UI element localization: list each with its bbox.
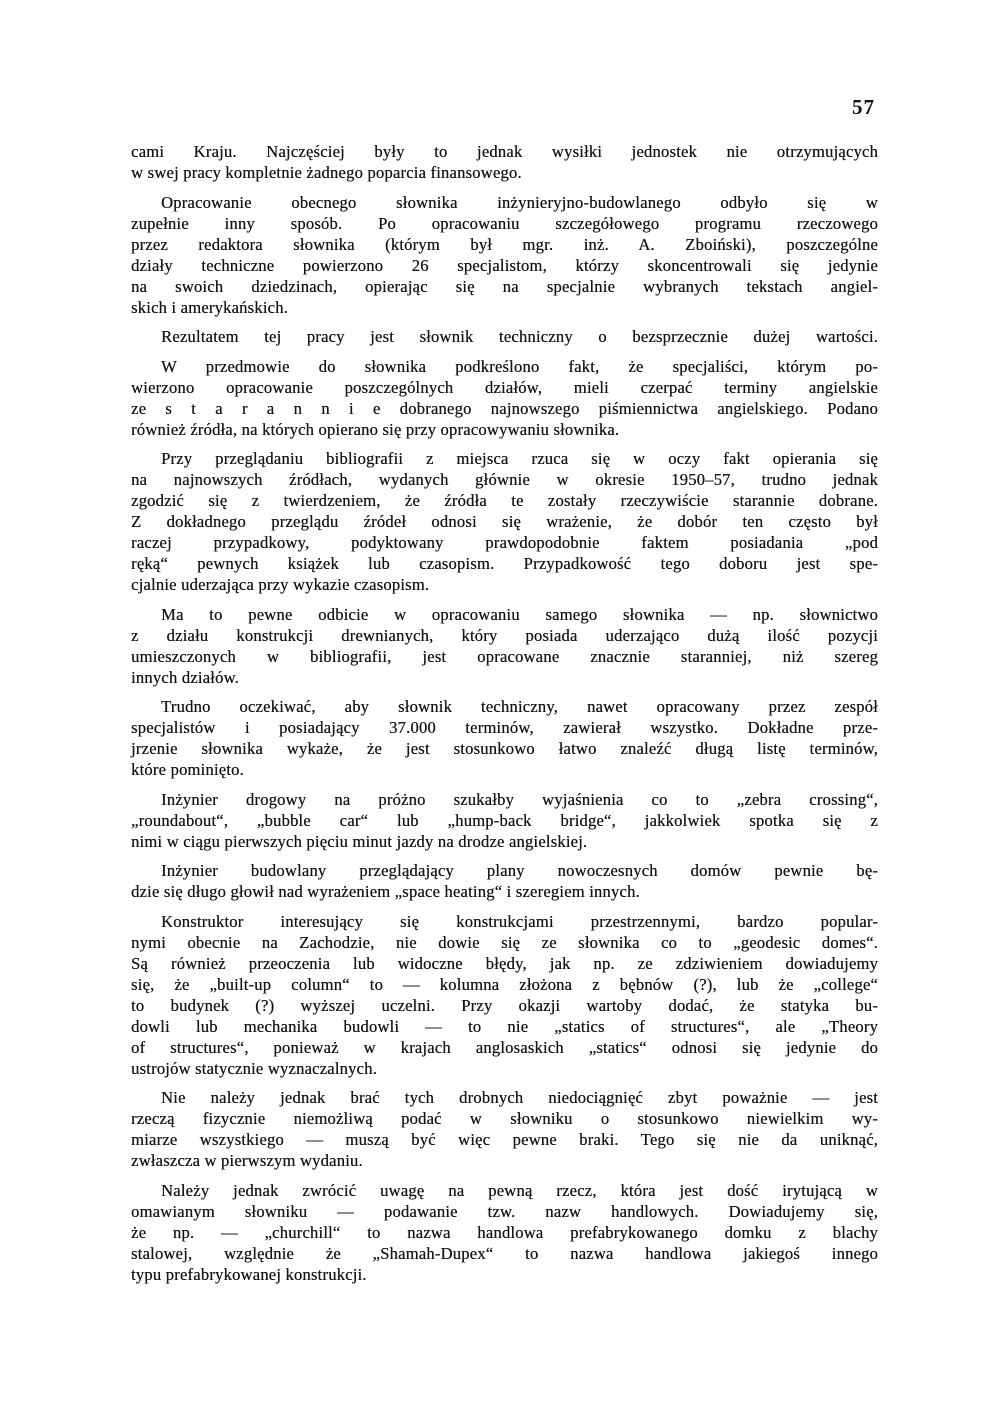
text-line: ze s t a r a n n i e dobranego najnowszego piśmiennictwa angielskiego. Podano bbox=[131, 398, 878, 418]
text-line: przez redaktora słownika (którym był mgr. inż. A. Zboiński), poszczególne bbox=[131, 234, 878, 254]
paragraph bbox=[131, 326, 878, 347]
text-line: dowli lub mechanika budowli — to nie „statics of structures“, ale „Theory bbox=[131, 1016, 878, 1036]
text-line: omawianym słowniku — podawanie tzw. nazw handlowych. Dowiadujemy się, bbox=[131, 1201, 878, 1221]
text-line: zgodzić się z twierdzeniem, że źródła te zostały rzeczywiście starannie dobrane. bbox=[131, 491, 878, 510]
text-line: to budynek (?) wyższej uczelni. Przy okazji wartoby dodać, że statyka bu- bbox=[131, 995, 878, 1015]
text-line: jrzenie słownika wykaże, że jest stosunkowo łatwo znaleźć długą listę terminów, bbox=[131, 739, 878, 758]
text-line: Rezultatem tej pracy jest słownik techniczny o bezsprzecznie dużej wartości. bbox=[161, 327, 878, 346]
text-line: również źródła, na których opierano się przy opracowywaniu słownika. bbox=[131, 419, 620, 439]
paragraph bbox=[131, 192, 878, 318]
text-line: „roundabout“, „bubble car“ lub „hump-back bridge“, jakkolwiek spotka się z bbox=[131, 810, 878, 830]
paragraph bbox=[131, 696, 878, 780]
text-line: z działu konstrukcji drewnianych, który posiada uderzająco dużą ilość pozycji bbox=[131, 625, 878, 645]
text-line: miarze wszystkiego — muszą być więc pewne braki. Tego się nie da uniknąć, bbox=[131, 1130, 878, 1149]
text-line: specjalistów i posiadający 37.000 terminów, zawierał wszystko. Dokładne prze- bbox=[131, 718, 878, 737]
text-line: ręką“ pewnych książek lub czasopism. Przypadkowość tego doboru jest spe- bbox=[131, 554, 878, 573]
text-line: na najnowszych źródłach, wydanych głównie w okresie 1950–57, trudno jednak bbox=[131, 470, 878, 489]
text-line: w swej pracy kompletnie żadnego poparcia finansowego. bbox=[131, 163, 522, 182]
text-line: które pominięto. bbox=[131, 760, 244, 779]
text-line: of structures“, ponieważ w krajach anglosaskich „statics“ odnosi się jedynie do bbox=[131, 1037, 878, 1057]
text-line: Przy przeglądaniu bibliografii z miejsca rzuca się w oczy fakt opierania się bbox=[161, 449, 878, 468]
text-line: Nie należy jednak brać tych drobnych niedociągnięć zbyt poważnie — jest bbox=[161, 1088, 878, 1107]
text-line: ustrojów statycznie wyznaczalnych. bbox=[131, 1058, 377, 1078]
paragraph bbox=[131, 141, 878, 183]
paragraph bbox=[131, 1180, 878, 1285]
text-line: raczej przypadkowy, podyktowany prawdopodobnie faktem posiadania „pod bbox=[131, 533, 878, 552]
text-line: cami Kraju. Najczęściej były to jednak wysiłki jednostek nie otrzymujących bbox=[131, 142, 878, 161]
text-line: Konstruktor interesujący się konstrukcjami przestrzennymi, bardzo popular- bbox=[161, 911, 878, 931]
text-line: na swoich dziedzinach, opierając się na specjalnie wybranych tekstach angiel- bbox=[131, 276, 878, 296]
text-line: Inżynier drogowy na próżno szukałby wyjaśnienia co to „zebra crossing“, bbox=[161, 789, 878, 809]
text-line: nimi w ciągu pierwszych pięciu minut jazdy na drodze angielskiej. bbox=[131, 831, 588, 851]
paragraph bbox=[131, 1087, 878, 1171]
text-line: wierzono opracowanie poszczególnych działów, mieli czerpać terminy angielskie bbox=[131, 377, 878, 397]
paragraph bbox=[131, 789, 878, 852]
text-line: Są również przeoczenia lub widoczne błędy, jak np. ze zdziwieniem dowiadujemy bbox=[131, 953, 878, 973]
paragraph bbox=[131, 911, 878, 1079]
paragraph bbox=[131, 860, 878, 902]
text-line: Trudno oczekiwać, aby słownik techniczny, nawet opracowany przez zespół bbox=[161, 697, 878, 716]
page-text bbox=[131, 141, 878, 1285]
text-line: Należy jednak zwrócić uwagę na pewną rzecz, która jest dość irytującą w bbox=[161, 1180, 878, 1200]
text-line: nymi obecnie na Zachodzie, nie dowie się ze słownika co to „geodesic domes“. bbox=[131, 932, 878, 952]
text-line: działy techniczne powierzono 26 specjalistom, którzy skoncentrowali się jedynie bbox=[131, 255, 878, 275]
text-line: Z dokładnego przeglądu źródeł odnosi się wrażenie, że dobór ten często był bbox=[131, 512, 878, 531]
text-line: umieszczonych w bibliografii, jest opracowane znacznie staranniej, niż szereg bbox=[131, 646, 878, 666]
text-line: innych działów. bbox=[131, 667, 239, 687]
text-line: się, że „built-up column“ to — kolumna złożona z bębnów (?), lub że „college“ bbox=[131, 974, 878, 994]
text-line: rzeczą fizycznie niemożliwą podać w słowniku o stosunkowo niewielkim wy- bbox=[131, 1109, 878, 1128]
paragraph bbox=[131, 356, 878, 440]
text-line: stalowej, względnie że „Shamah-Dupex“ to nazwa handlowa jakiegoś innego bbox=[131, 1243, 878, 1263]
text-line: Inżynier budowlany przeglądający plany nowoczesnych domów pewnie bę- bbox=[161, 861, 878, 880]
text-line: zwłaszcza w pierwszym wydaniu. bbox=[131, 1151, 363, 1170]
paragraph bbox=[131, 604, 878, 688]
text-line: cjalnie uderzająca przy wykazie czasopism. bbox=[131, 575, 430, 594]
text-line: W przedmowie do słownika podkreślono fakt, że specjaliści, którym po- bbox=[161, 356, 878, 376]
paragraph bbox=[131, 448, 878, 595]
text-line: dzie się długo głowił nad wyrażeniem „space heating“ i szeregiem innych. bbox=[131, 882, 640, 901]
text-line: Opracowanie obecnego słownika inżynieryjno-budowlanego odbyło się w bbox=[161, 192, 878, 212]
text-line: typu prefabrykowanej konstrukcji. bbox=[131, 1264, 367, 1284]
page-number: 57 bbox=[852, 95, 875, 119]
text-line: zupełnie inny sposób. Po opracowaniu szczegółowego programu rzeczowego bbox=[131, 213, 878, 233]
text-line: Ma to pewne odbicie w opracowaniu samego słownika — np. słownictwo bbox=[161, 604, 878, 624]
text-line: skich i amerykańskich. bbox=[131, 297, 288, 317]
text-line: że np. — „churchill“ to nazwa handlowa prefabrykowanego domku z blachy bbox=[131, 1222, 878, 1242]
